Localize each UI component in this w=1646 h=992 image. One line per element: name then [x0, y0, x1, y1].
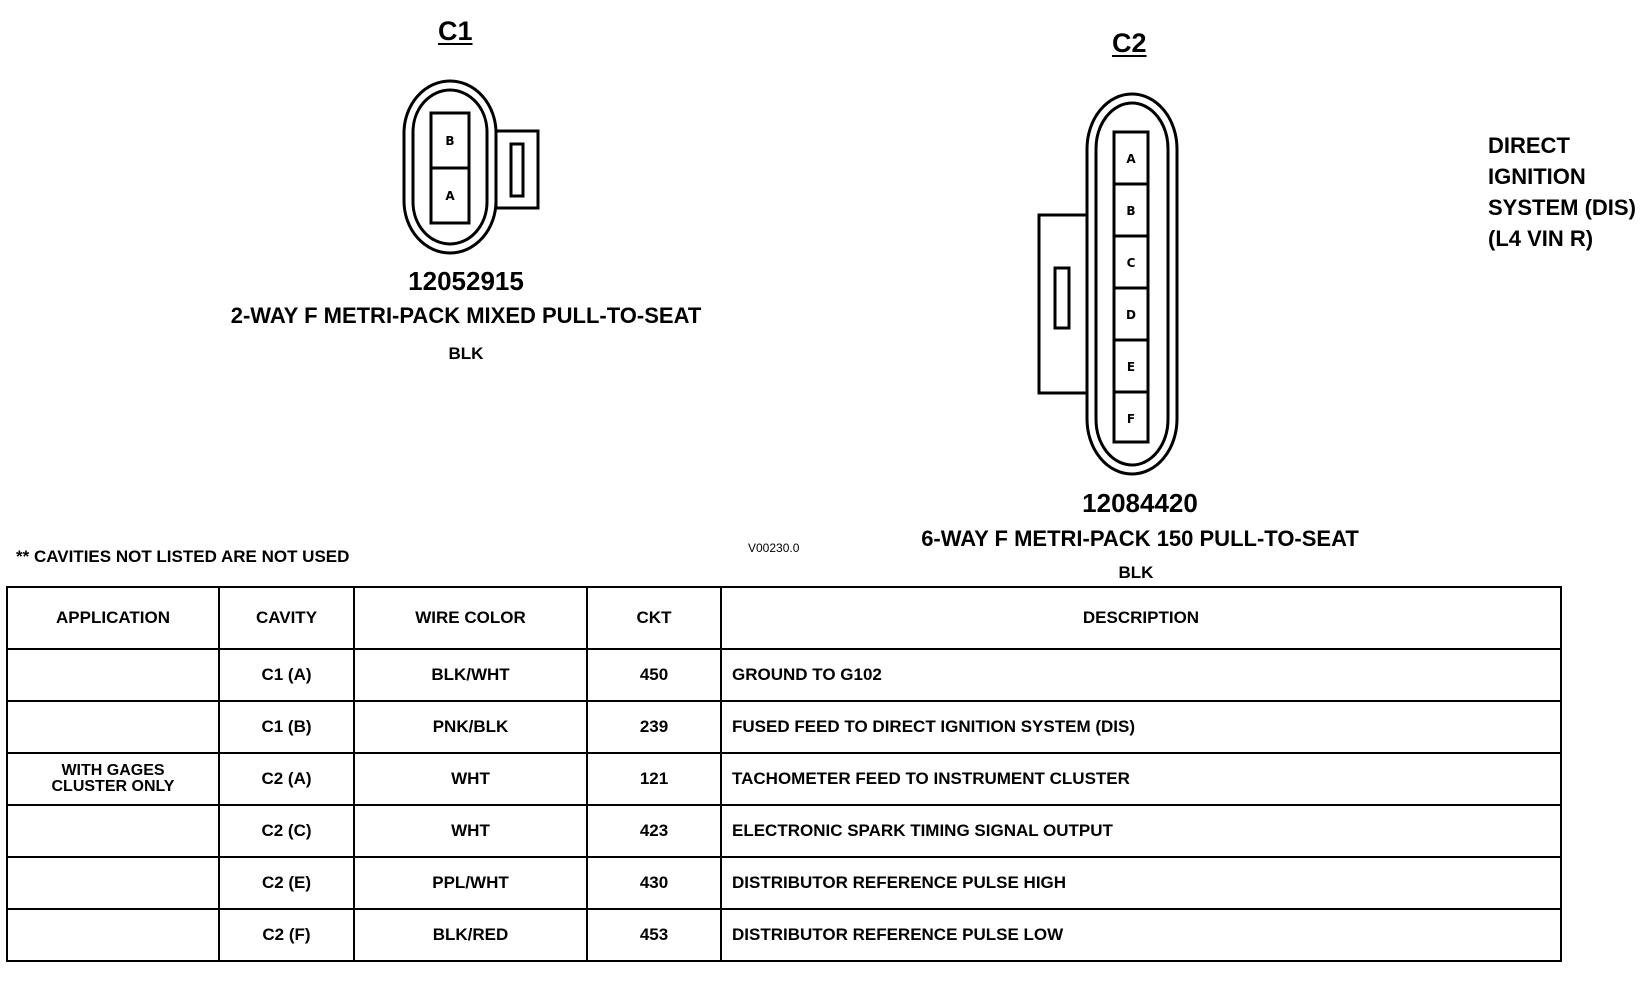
cell-ckt: 121 [587, 753, 721, 805]
cell-ckt: 453 [587, 909, 721, 961]
cell-ckt: 450 [587, 649, 721, 701]
cell-cavity: C2 (F) [219, 909, 354, 961]
cell-description: FUSED FEED TO DIRECT IGNITION SYSTEM (DIS) [721, 701, 1561, 753]
header-cavity: CAVITY [219, 587, 354, 649]
cell-cavity: C1 (A) [219, 649, 354, 701]
header-description: DESCRIPTION [721, 587, 1561, 649]
system-title-line4: (L4 VIN R) [1488, 226, 1594, 251]
system-title [1488, 130, 1636, 254]
table-row [7, 857, 1561, 909]
system-title-line2: IGNITION [1488, 164, 1586, 189]
cell-cavity: C2 (E) [219, 857, 354, 909]
cell-ckt: 423 [587, 805, 721, 857]
c2-cavity-b-label: B [1126, 204, 1136, 218]
cell-description: ELECTRONIC SPARK TIMING SIGNAL OUTPUT [721, 805, 1561, 857]
c2-latch [1039, 215, 1087, 393]
table-header-row [7, 587, 1561, 649]
pinout-table [6, 586, 1562, 962]
table-row [7, 649, 1561, 701]
c1-part-number: 12052915 [408, 266, 524, 296]
header-wire-color: WIRE COLOR [354, 587, 587, 649]
cell-description: GROUND TO G102 [721, 649, 1561, 701]
cell-application [7, 805, 219, 857]
c2-description: 6-WAY F METRI-PACK 150 PULL-TO-SEAT [921, 526, 1359, 551]
cell-wire-color: WHT [354, 805, 587, 857]
c2-part-number: 12084420 [1082, 488, 1198, 518]
c1-connector-drawing [395, 78, 555, 258]
cell-application [7, 649, 219, 701]
header-ckt: CKT [587, 587, 721, 649]
cell-description: DISTRIBUTOR REFERENCE PULSE HIGH [721, 857, 1561, 909]
c2-color: BLK [1118, 563, 1154, 582]
cell-ckt: 239 [587, 701, 721, 753]
cell-description: TACHOMETER FEED TO INSTRUMENT CLUSTER [721, 753, 1561, 805]
c1-label: C1 [438, 16, 473, 46]
cell-application [7, 857, 219, 909]
cell-wire-color: PNK/BLK [354, 701, 587, 753]
table-row [7, 909, 1561, 961]
figure-code: V00230.0 [748, 541, 800, 555]
c2-cavity-c-label: C [1126, 256, 1136, 270]
cell-ckt: 430 [587, 857, 721, 909]
c2-cavity-d-label: D [1126, 308, 1136, 322]
c1-description: 2-WAY F METRI-PACK MIXED PULL-TO-SEAT [230, 303, 702, 328]
table-row [7, 805, 1561, 857]
cell-wire-color: BLK/RED [354, 909, 587, 961]
c1-cavity-b-label: B [445, 134, 455, 148]
cell-application [7, 701, 219, 753]
table-row [7, 753, 1561, 805]
cell-cavity: C2 (A) [219, 753, 354, 805]
c2-cavity-a-label: A [1126, 152, 1136, 166]
cell-wire-color: BLK/WHT [354, 649, 587, 701]
c1-cavity-a-label: A [445, 189, 455, 203]
cell-cavity: C1 (B) [219, 701, 354, 753]
c2-cavity-e-label: E [1126, 360, 1136, 374]
system-title-line1: DIRECT [1488, 133, 1570, 158]
cell-application: WITH GAGES CLUSTER ONLY [7, 753, 219, 805]
header-application: APPLICATION [7, 587, 219, 649]
c2-latch-slot [1055, 268, 1069, 328]
system-title-line3: SYSTEM (DIS) [1488, 195, 1636, 220]
table-row [7, 701, 1561, 753]
c2-label: C2 [1112, 28, 1147, 58]
unused-cavities-note: ** CAVITIES NOT LISTED ARE NOT USED [16, 547, 350, 566]
cell-wire-color: WHT [354, 753, 587, 805]
c2-cavity-f-label: F [1126, 412, 1136, 426]
c1-color: BLK [448, 344, 484, 363]
c2-connector-drawing [1035, 90, 1185, 480]
cell-application [7, 909, 219, 961]
cell-wire-color: PPL/WHT [354, 857, 587, 909]
c1-latch-slot [511, 144, 523, 196]
cell-description: DISTRIBUTOR REFERENCE PULSE LOW [721, 909, 1561, 961]
cell-cavity: C2 (C) [219, 805, 354, 857]
